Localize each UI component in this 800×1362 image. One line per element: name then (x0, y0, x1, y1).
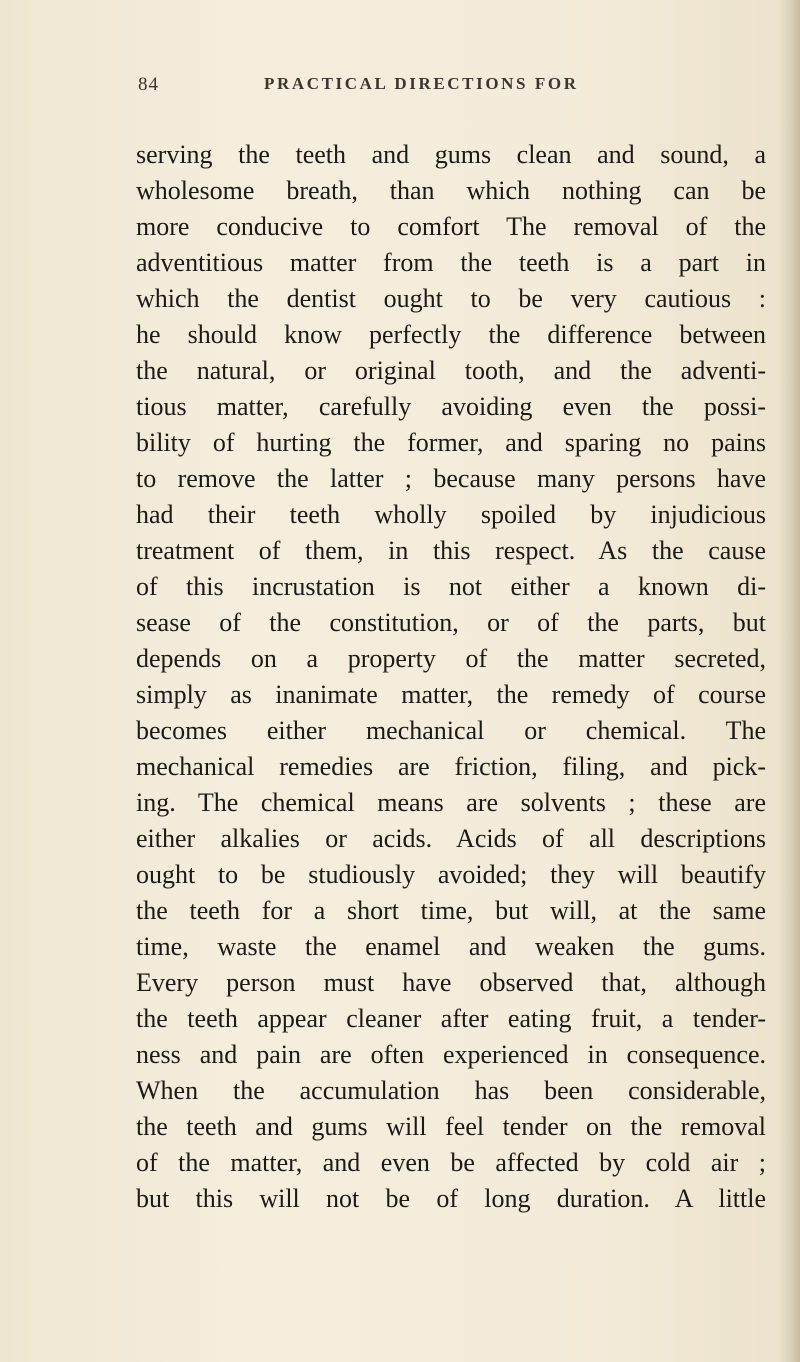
text-line: but this will not be of long duration. A little (136, 1184, 766, 1213)
text-line: the natural, or original tooth, and the adventi- (136, 356, 766, 385)
text-line: treatment of them, in this respect. As the cause (136, 536, 766, 565)
text-line: sease of the constitution, or of the parts, but (136, 608, 766, 637)
text-line: wholesome breath, than which nothing can be (136, 176, 766, 205)
text-line: When the accumulation has been considerable, (136, 1076, 766, 1105)
page-number: 84 (138, 74, 159, 95)
text-line: more conducive to comfort The removal of the (136, 212, 766, 241)
text-line: Every person must have observed that, although (136, 968, 766, 997)
text-line: depends on a property of the matter secreted, (136, 644, 766, 673)
text-line: of the matter, and even be affected by cold air ; (136, 1148, 766, 1177)
page-edge-shadow (778, 0, 800, 1362)
text-line: serving the teeth and gums clean and sound, a (136, 140, 766, 169)
text-line: the teeth and gums will feel tender on the removal (136, 1112, 766, 1141)
running-title: PRACTICAL DIRECTIONS FOR (264, 74, 579, 93)
text-line: bility of hurting the former, and sparing no pains (136, 428, 766, 457)
text-line: tious matter, carefully avoiding even the possi- (136, 392, 766, 421)
text-line: which the dentist ought to be very cautious : (136, 284, 766, 313)
text-line: ought to be studiously avoided; they will beautify (136, 860, 766, 889)
text-line: the teeth for a short time, but will, at the same (136, 896, 766, 925)
text-line: becomes either mechanical or chemical. The (136, 716, 766, 745)
text-line: ness and pain are often experienced in consequence. (136, 1040, 766, 1069)
text-line: simply as inanimate matter, the remedy of course (136, 680, 766, 709)
text-line: either alkalies or acids. Acids of all descriptions (136, 824, 766, 853)
body-text (136, 137, 766, 1217)
text-line: adventitious matter from the teeth is a part in (136, 248, 766, 277)
text-line: time, waste the enamel and weaken the gums. (136, 932, 766, 961)
text-line: the teeth appear cleaner after eating fruit, a tender- (136, 1004, 766, 1033)
page-header (138, 74, 738, 104)
text-line: ing. The chemical means are solvents ; these are (136, 788, 766, 817)
text-line: had their teeth wholly spoiled by injudicious (136, 500, 766, 529)
text-line: he should know perfectly the difference between (136, 320, 766, 349)
text-line: of this incrustation is not either a known di- (136, 572, 766, 601)
text-line: mechanical remedies are friction, filing, and pick- (136, 752, 766, 781)
text-line: to remove the latter ; because many persons have (136, 464, 766, 493)
